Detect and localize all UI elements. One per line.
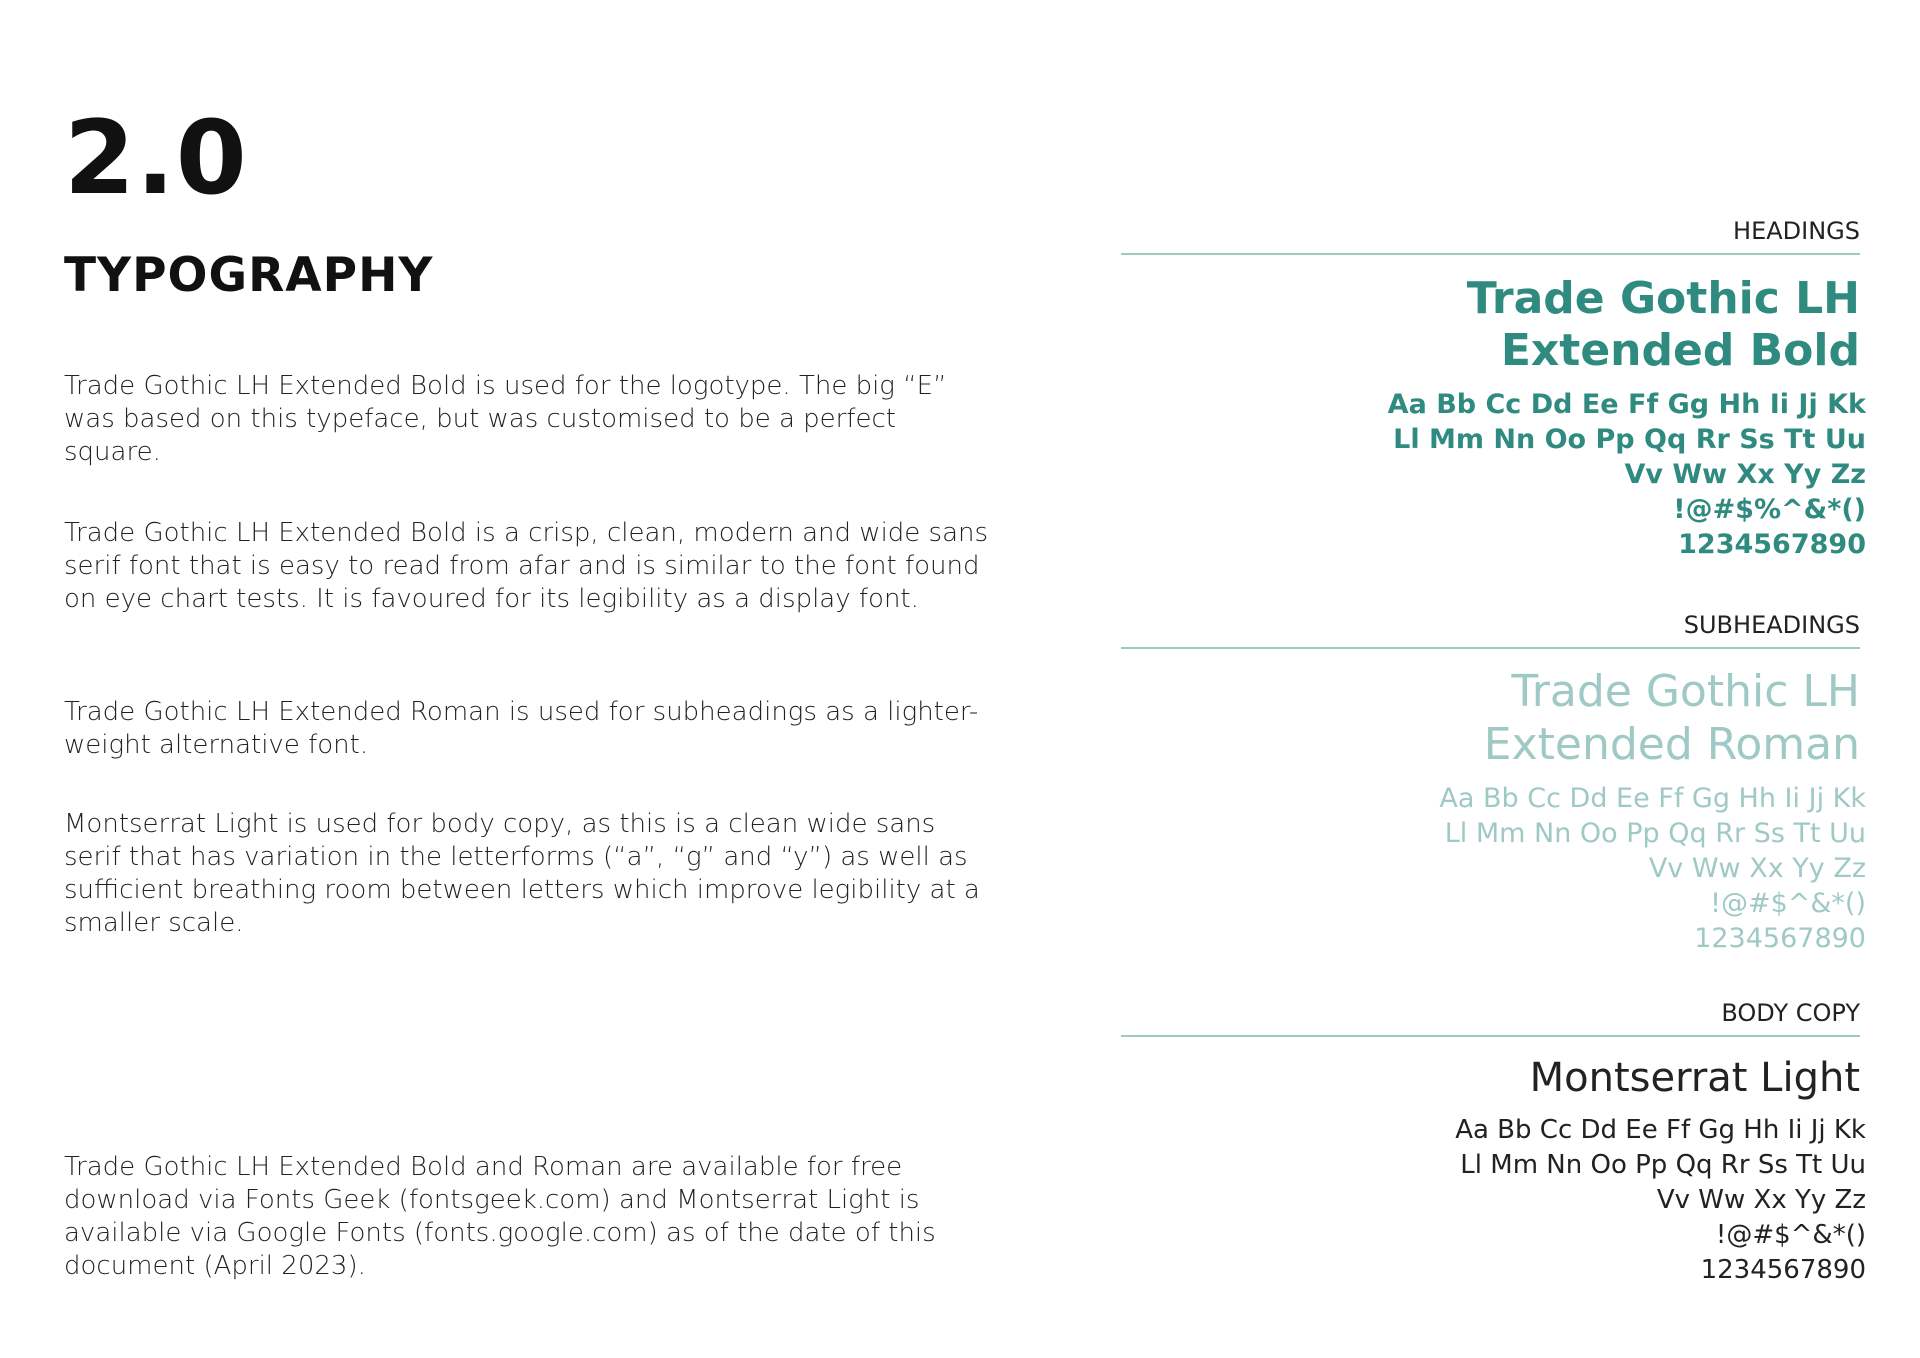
glyph-line: Aa Bb Cc Dd Ee Ff Gg Hh Ii Jj Kk bbox=[1455, 1115, 1866, 1145]
glyph-line: 1234567890 bbox=[1700, 1255, 1866, 1285]
section-number: 2.0 bbox=[64, 99, 248, 218]
paragraph-font-availability: Trade Gothic LH Extended Bold and Roman are available for free download via Fonts Geek (fontsgeek.com) and Montserrat Light is available via Google Fonts (fonts.google.com) as of the date of this document (April 2023). bbox=[64, 1152, 936, 1281]
headings-label: HEADINGS bbox=[1733, 217, 1860, 245]
subheadings-specimen bbox=[1121, 613, 1866, 956]
glyph-line: Ll Mm Nn Oo Pp Qq Rr Ss Tt Uu bbox=[1460, 1150, 1866, 1180]
glyph-line: 1234567890 bbox=[1678, 529, 1866, 560]
glyph-line: Ll Mm Nn Oo Pp Qq Rr Ss Tt Uu bbox=[1444, 818, 1866, 849]
subheadings-glyph-set bbox=[1121, 781, 1866, 956]
glyph-line: Ll Mm Nn Oo Pp Qq Rr Ss Tt Uu bbox=[1393, 424, 1866, 455]
subheadings-font-name bbox=[1121, 665, 1860, 771]
headings-divider bbox=[1121, 253, 1860, 255]
glyph-line: Aa Bb Cc Dd Ee Ff Gg Hh Ii Jj Kk bbox=[1387, 389, 1866, 420]
subheadings-font-name-line1: Trade Gothic LH bbox=[1511, 666, 1860, 717]
paragraph-bold-description: Trade Gothic LH Extended Bold is a crisp, clean, modern and wide sans serif font that is easy to read from afar and is similar to the font found on eye chart tests. It is favoured for its legibility as a display font. bbox=[64, 518, 989, 614]
glyph-line: Aa Bb Cc Dd Ee Ff Gg Hh Ii Jj Kk bbox=[1439, 783, 1866, 814]
headings-glyph-set bbox=[1121, 387, 1866, 562]
glyph-line: !@#$^&*() bbox=[1710, 888, 1866, 919]
body-copy-glyph-set bbox=[1121, 1113, 1866, 1288]
glyph-line: Vv Ww Xx Yy Zz bbox=[1656, 1185, 1866, 1215]
subheadings-font-name-line2: Extended Roman bbox=[1483, 719, 1860, 770]
headings-font-name-line1: Trade Gothic LH bbox=[1466, 273, 1860, 324]
headings-font-name-line2: Extended Bold bbox=[1500, 325, 1860, 376]
headings-font-name bbox=[1121, 273, 1860, 377]
section-title: TYPOGRAPHY bbox=[64, 248, 434, 303]
paragraph-logotype: Trade Gothic LH Extended Bold is used for the logotype. The big “E” was based on this typeface, but was customised to be a perfect square. bbox=[64, 371, 947, 467]
glyph-line: 1234567890 bbox=[1694, 923, 1866, 954]
glyph-line: Vv Ww Xx Yy Zz bbox=[1624, 459, 1866, 490]
body-copy-label: BODY COPY bbox=[1721, 999, 1860, 1027]
glyph-line: Vv Ww Xx Yy Zz bbox=[1648, 853, 1866, 884]
subheadings-divider bbox=[1121, 647, 1860, 649]
subheadings-label: SUBHEADINGS bbox=[1683, 611, 1860, 639]
body-copy-font-name-line1: Montserrat Light bbox=[1529, 1055, 1860, 1101]
glyph-line: !@#$^&*() bbox=[1715, 1220, 1866, 1250]
body-copy-specimen bbox=[1121, 1001, 1866, 1288]
body-copy-divider bbox=[1121, 1035, 1860, 1037]
paragraph-roman-usage: Trade Gothic LH Extended Roman is used for subheadings as a lighter-weight alternative font. bbox=[64, 697, 979, 760]
body-copy-font-name bbox=[1121, 1053, 1860, 1103]
paragraph-montserrat-usage: Montserrat Light is used for body copy, as this is a clean wide sans serif that has variation in the letterforms (“a”, “g” and “y”) as well as sufficient breathing room between letters which improve legibility at a smaller scale. bbox=[64, 809, 980, 938]
headings-specimen bbox=[1121, 219, 1866, 562]
glyph-line: !@#$%^&*() bbox=[1673, 494, 1866, 525]
